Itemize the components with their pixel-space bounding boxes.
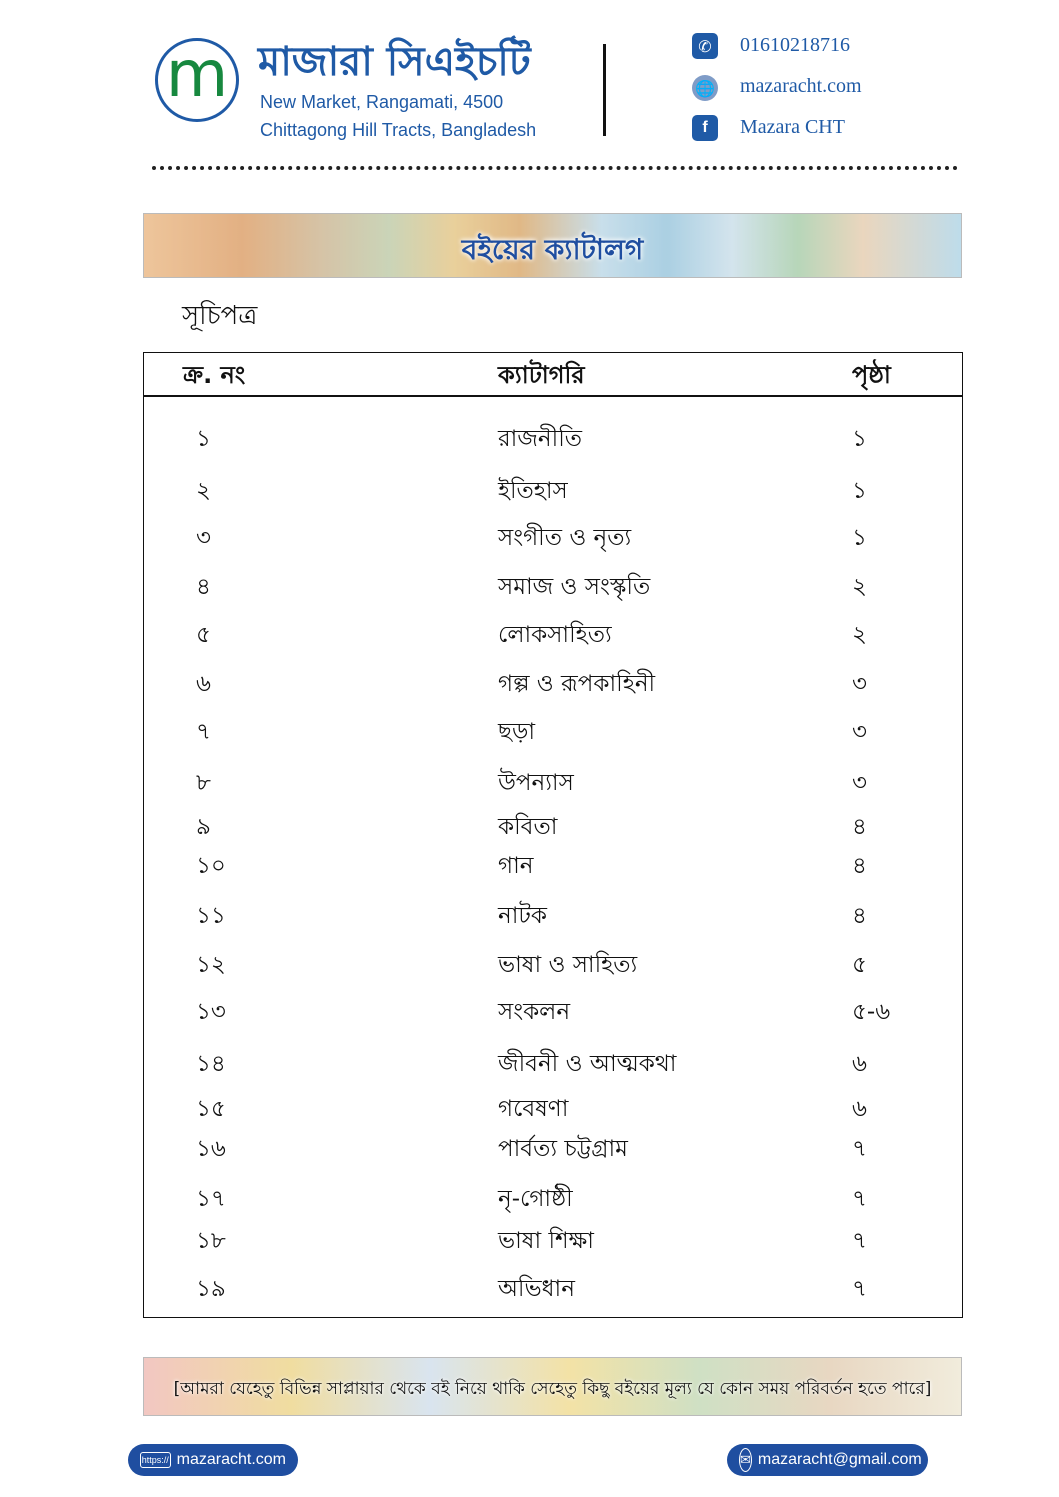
address-line-1: New Market, Rangamati, 4500	[260, 92, 504, 112]
row-10-category: গান	[498, 853, 534, 879]
banner-title: বইয়ের ক্যাটালগ	[461, 233, 644, 266]
catalog-banner	[143, 213, 962, 278]
row-9-page: ৪	[852, 814, 867, 840]
row-15-page: ৬	[852, 1096, 867, 1122]
contact-phone[interactable]: 01610218716	[740, 34, 850, 56]
header-separator	[152, 166, 958, 170]
brand-name: মাজারা সিএইচটি	[258, 39, 531, 85]
row-10-serial: ১০	[196, 853, 226, 879]
row-10-page: ৪	[852, 853, 867, 879]
row-1-page: ১	[852, 426, 867, 452]
row-8-serial: ৮	[196, 770, 211, 796]
row-3-category: সংগীত ও নৃত্য	[498, 525, 632, 551]
row-5-page: ২	[852, 622, 867, 648]
row-4-page: ২	[852, 574, 867, 600]
row-4-category: সমাজ ও সংস্কৃতি	[498, 574, 651, 600]
header-divider	[603, 44, 606, 136]
row-7-serial: ৭	[196, 719, 211, 745]
email-pill[interactable]	[727, 1444, 928, 1476]
brand-logo	[155, 38, 239, 122]
row-7-page: ৩	[852, 719, 867, 745]
contact-facebook[interactable]: Mazara CHT	[740, 116, 845, 138]
contact-website[interactable]: mazaracht.com	[740, 75, 862, 97]
row-2-page: ১	[852, 478, 867, 504]
row-19-serial: ১৯	[196, 1276, 226, 1302]
row-11-category: নাটক	[498, 903, 548, 929]
row-12-category: ভাষা ও সাহিত্য	[498, 952, 638, 978]
globe-icon: 🌐	[692, 75, 718, 101]
column-header-serial: ক্র. নং	[183, 361, 246, 389]
toc-heading: সূচিপত্র	[182, 301, 258, 331]
mail-icon: ✉	[739, 1448, 752, 1472]
column-header-category: ক্যাটাগরি	[498, 361, 585, 389]
column-header-page: পৃষ্ঠা	[852, 361, 891, 389]
row-13-category: সংকলন	[498, 999, 571, 1025]
row-15-serial: ১৫	[196, 1096, 226, 1122]
phone-icon: ✆	[692, 33, 718, 59]
row-19-page: ৭	[852, 1276, 867, 1302]
row-12-page: ৫	[852, 952, 867, 978]
row-8-page: ৩	[852, 770, 867, 796]
row-3-page: ১	[852, 525, 867, 551]
row-13-page: ৫-৬	[852, 999, 891, 1025]
row-17-serial: ১৭	[196, 1186, 226, 1212]
website-pill[interactable]	[128, 1444, 298, 1476]
row-7-category: ছড়া	[498, 719, 536, 745]
row-8-category: উপন্যাস	[498, 770, 574, 796]
email-text: mazaracht@gmail.com	[757, 1451, 922, 1468]
row-14-page: ৬	[852, 1051, 867, 1077]
row-4-serial: ৪	[196, 574, 211, 600]
row-18-category: ভাষা শিক্ষা	[498, 1228, 594, 1254]
row-5-category: লোকসাহিত্য	[498, 622, 612, 648]
row-16-category: পার্বত্য চট্টগ্রাম	[498, 1136, 628, 1162]
row-11-serial: ১১	[196, 903, 226, 929]
row-6-page: ৩	[852, 671, 867, 697]
row-18-page: ৭	[852, 1228, 867, 1254]
row-14-category: জীবনী ও আত্মকথা	[498, 1051, 677, 1077]
row-1-serial: ১	[196, 426, 211, 452]
row-9-category: কবিতা	[498, 814, 558, 840]
row-13-serial: ১৩	[196, 999, 226, 1025]
row-2-serial: ২	[196, 478, 211, 504]
website-text: mazaracht.com	[176, 1451, 286, 1468]
row-2-category: ইতিহাস	[498, 478, 568, 504]
address-line-2: Chittagong Hill Tracts, Bangladesh	[260, 120, 537, 140]
row-3-serial: ৩	[196, 525, 211, 551]
row-16-serial: ১৬	[196, 1136, 226, 1162]
row-18-serial: ১৮	[196, 1228, 226, 1254]
price-notice-bar	[143, 1357, 962, 1416]
facebook-icon: f	[692, 115, 718, 141]
row-17-category: নৃ-গোষ্ঠী	[498, 1186, 573, 1212]
row-19-category: অভিধান	[498, 1276, 575, 1302]
row-11-page: ৪	[852, 903, 867, 929]
row-6-serial: ৬	[196, 671, 211, 697]
link-icon: https://	[140, 1452, 171, 1468]
row-14-serial: ১৪	[196, 1051, 226, 1077]
logo-letter: m	[165, 38, 229, 112]
row-5-serial: ৫	[196, 622, 211, 648]
row-9-serial: ৯	[196, 814, 211, 840]
row-15-category: গবেষণা	[498, 1096, 569, 1122]
row-1-category: রাজনীতি	[498, 426, 583, 452]
row-12-serial: ১২	[196, 952, 226, 978]
row-16-page: ৭	[852, 1136, 867, 1162]
price-notice-text: [আমরা যেহেতু বিভিন্ন সাপ্লায়ার থেকে বই নিয়ে থাকি সেহেতু কিছু বইয়ের মূল্য যে কোন সময় পরিবর্তন হতে পারে]	[173, 1379, 932, 1399]
row-6-category: গল্প ও রূপকাহিনী	[498, 671, 656, 697]
row-17-page: ৭	[852, 1186, 867, 1212]
